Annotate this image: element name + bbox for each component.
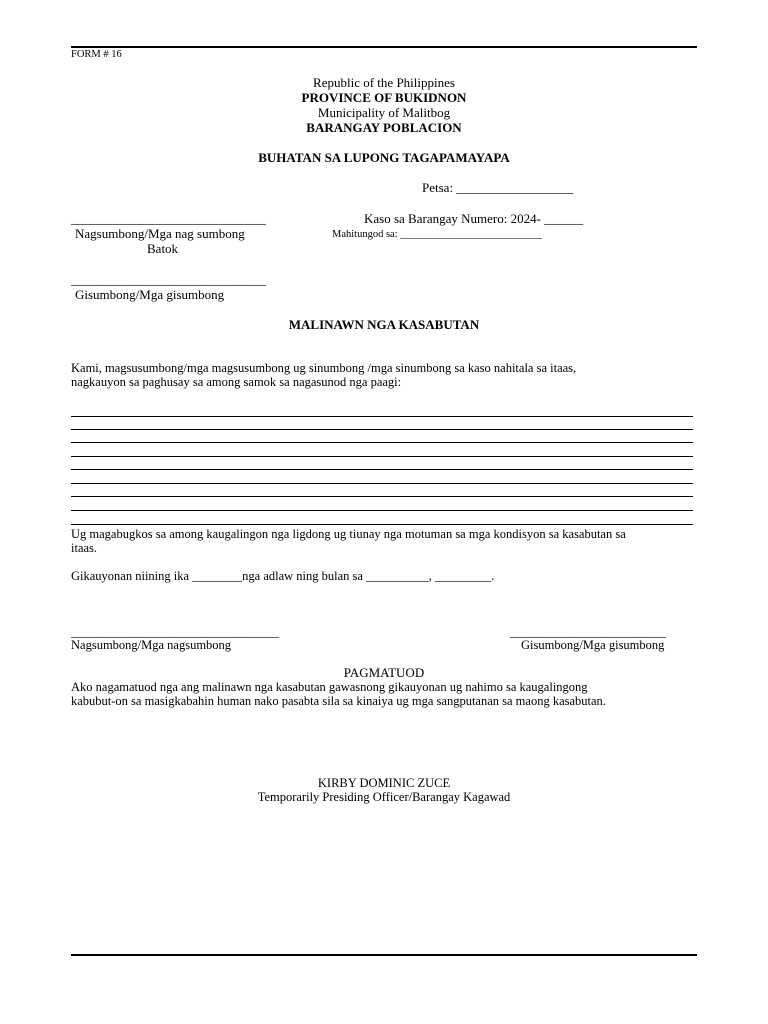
blank-line-6 [71,483,693,484]
case-number: Kaso sa Barangay Numero: 2024- ______ [364,211,584,226]
bottom-border-rule [71,954,697,956]
blank-line-1 [71,416,693,417]
agreed-on-date: Gikauyonan niining ika ________nga adlaw ning bulan sa __________, _________. [71,569,495,583]
blank-line-2 [71,429,693,430]
respondent-line: ______________________________ [71,272,266,287]
blank-line-9 [71,524,693,525]
blank-line-4 [71,456,693,457]
header-municipality: Municipality of Malitbog [317,105,451,120]
sign-right-label: Gisumbong/Mga gisumbong [521,638,665,652]
blank-line-8 [71,510,693,511]
attestation-line2: kabubut-on sa masigkabahin human nako pasabta sila sa kinaiya ug mga sangputanan sa maong kasabutan. [71,694,606,708]
form-number: FORM # 16 [71,49,122,60]
header-province: PROVINCE OF BUKIDNON [301,90,467,105]
sign-right-line: ________________________ [510,624,666,639]
complainant-name: Batok [147,241,179,256]
blank-line-5 [71,469,693,470]
paragraph2-line2: itaas. [71,541,98,555]
header-barangay: BARANGAY POBLACION [306,120,462,135]
blank-line-7 [71,496,693,497]
paragraph2-line1: Ug magabugkos sa among kaugalingon nga ligdong ug tiunay nga motuman sa mga kondisyon sa kasabutan sa [71,527,626,541]
complainant-label: Nagsumbong/Mga nag sumbong [75,226,245,241]
paragraph1-line2: nagkauyon sa paghusay sa among samok sa nagasunod nga paagi: [71,375,402,389]
mahitungod-field: Mahitungod sa: ___________________________ [332,229,542,240]
sign-left-label: Nagsumbong/Mga nagsumbong [71,638,232,652]
complainant-line: ______________________________ [71,211,266,226]
blank-line-3 [71,442,693,443]
document-title: BUHATAN SA LUPONG TAGAPAMAYAPA [258,150,510,165]
attestation-title: PAGMATUOD [343,665,425,680]
section-title: MALINAWN NGA KASABUTAN [288,317,480,332]
petsa-field: Petsa: __________________ [422,180,574,195]
officer-name: KIRBY DOMINIC ZUCE [317,776,451,790]
attestation-line1: Ako nagamatuod nga ang malinawn nga kasabutan gawasnong gikauyonan ug nahimo sa kaugalingong [71,680,588,694]
paragraph1-line1: Kami, magsusumbong/mga magsusumbong ug sinumbong /mga sinumbong sa kaso nahitala sa itaas, [71,361,577,375]
top-border-rule [71,46,697,48]
header-republic: Republic of the Philippines [313,75,455,90]
respondent-label: Gisumbong/Mga gisumbong [75,287,225,302]
officer-title: Temporarily Presiding Officer/Barangay Kagawad [257,790,511,804]
sign-left-line: ________________________________ [71,624,279,639]
